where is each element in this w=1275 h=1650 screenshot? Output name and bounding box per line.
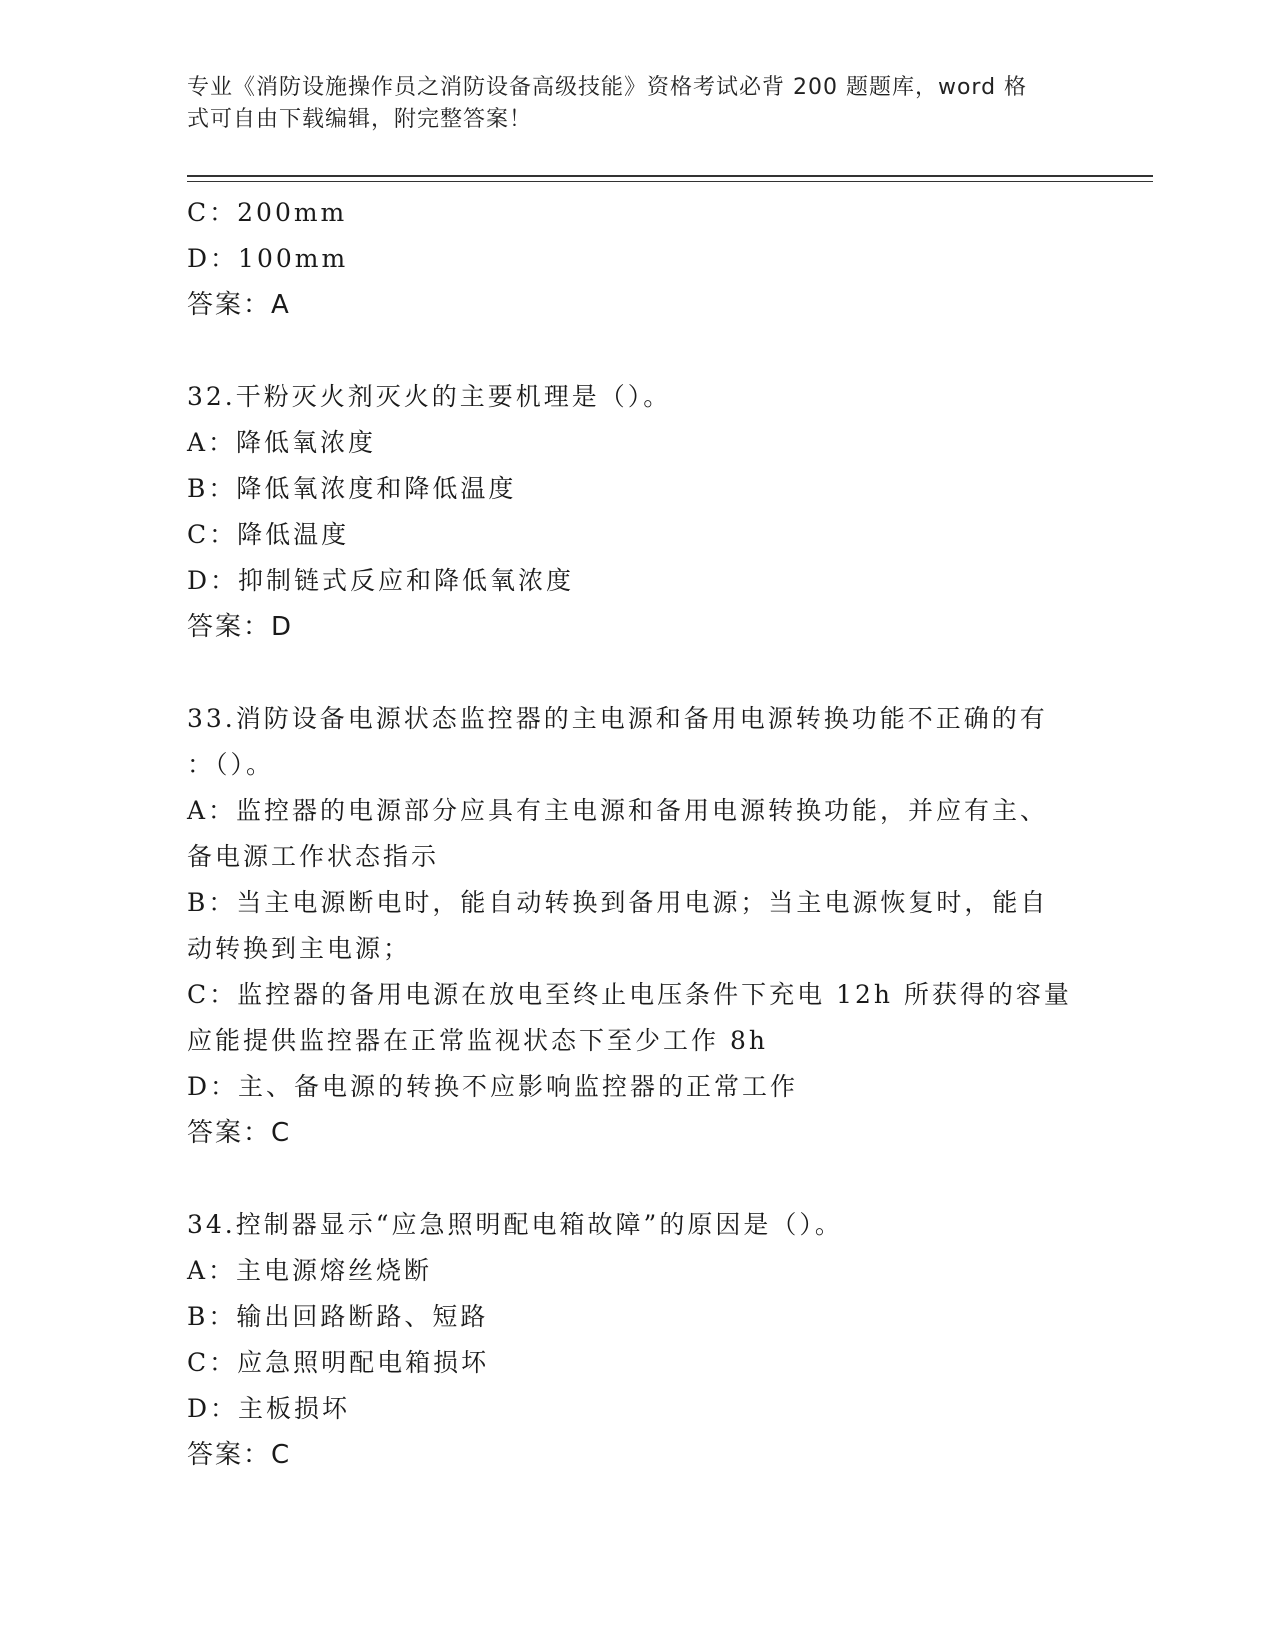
option-a: A：降低氧浓度 [187,428,377,457]
question-33 [187,696,1087,1156]
option-c: C：200mm [187,198,348,227]
option-b: B：降低氧浓度和降低温度 [187,474,517,503]
option-b-line-2: 动转换到主电源； [187,934,412,963]
answer-line: 答案：C [187,1440,292,1470]
option-a: A：主电源熔丝烧断 [187,1256,433,1285]
question-gap [187,328,1087,374]
question-32 [187,374,1087,650]
header-line-2: 式可自由下载编辑，附完整答案！ [187,107,533,132]
option-d: D：抑制链式反应和降低氧浓度 [187,566,575,595]
option-d: D：主板损坏 [187,1394,351,1423]
question-gap [187,1156,1087,1202]
option-d: D：100mm [187,244,349,273]
question-text-line-1: 33.消防设备电源状态监控器的主电源和备用电源转换功能不正确的有 [187,704,1048,733]
document-header [187,72,1067,136]
option-a-line-1: A：监控器的电源部分应具有主电源和备用电源转换功能，并应有主、 [187,796,1049,825]
answer-line: 答案：A [187,290,291,320]
answer-line: 答案：D [187,612,294,642]
header-line-1: 专业《消防设施操作员之消防设备高级技能》资格考试必背 200 题题库，word 格 [187,75,1028,100]
header-divider-thick [187,175,1153,177]
question-text: 34.控制器显示“应急照明配电箱故障”的原因是（）。 [187,1210,843,1239]
option-c: C：应急照明配电箱损坏 [187,1348,490,1377]
question-34 [187,1202,1087,1478]
option-d-line-1: D：主、备电源的转换不应影响监控器的正常工作 [187,1072,799,1101]
option-b-line-1: B：当主电源断电时，能自动转换到备用电源；当主电源恢复时，能自 [187,888,1049,917]
question-text: 32.干粉灭火剂灭火的主要机理是（）。 [187,382,672,411]
option-c-line-1: C：监控器的备用电源在放电至终止电压条件下充电 12h 所获得的容量 [187,980,1072,1009]
question-gap [187,650,1087,696]
question-list [187,190,1087,1478]
answer-line: 答案：C [187,1118,292,1148]
option-c: C：降低温度 [187,520,350,549]
question-text-line-2: ：（）。 [187,750,275,779]
option-a-line-2: 备电源工作状态指示 [187,842,440,871]
option-c-line-2: 应能提供监控器在正常监视状态下至少工作 8h [187,1026,768,1055]
question-31-tail [187,190,1087,328]
header-divider-thin [187,181,1153,182]
option-b: B：输出回路断路、短路 [187,1302,489,1331]
